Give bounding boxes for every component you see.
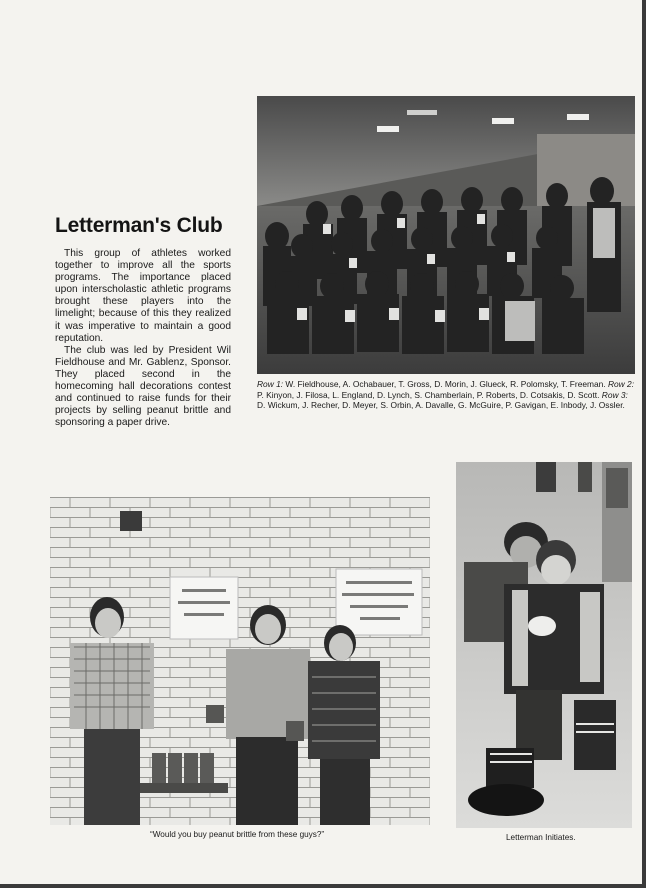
peanut-brittle-caption: “Would you buy peanut brittle from these guys?”	[150, 830, 325, 839]
article-paragraph: This group of athletes worked together to improve all the sports programs. The importance placed upon interscholastic athletic programs brought these players into the limelight; because of this they realized it was imperative to maintain a good reputation.	[55, 248, 231, 344]
article-body	[55, 248, 231, 429]
caption-row-names: W. Fieldhouse, A. Ochabauer, T. Gross, D. Morin, J. Glueck, R. Polomsky, T. Freeman.	[285, 379, 606, 389]
initiates-caption: Letterman Initiates.	[506, 833, 576, 842]
team-photo-caption	[257, 379, 635, 411]
caption-row-label: Row 2:	[607, 379, 635, 389]
article-paragraph: The club was led by President Wil Fieldhouse and Mr. Gablenz, Sponsor. They placed second in the homecoming hall decorations contest and continued to raise funds for their projects by selling peanut brittle and sponsoring a paper drive.	[55, 344, 231, 429]
peanut-brittle-photo	[50, 497, 430, 825]
caption-row-label: Row 1:	[257, 379, 284, 389]
caption-row-names: D. Wickum, J. Recher, D. Meyer, S. Orbin, A. Davalle, G. McGuire, P. Gavigan, E. Inbody, J. Ossler.	[257, 400, 625, 411]
letterman-initiates-photo	[456, 462, 632, 828]
article-title: Letterman's Club	[55, 214, 223, 237]
caption-row-label: Row 3:	[601, 389, 628, 400]
caption-row-names: P. Kinyon, J. Filosa, L. England, D. Lynch, S. Chamberlain, P. Roberts, D. Cotsakis, D. Scott.	[257, 389, 600, 400]
team-group-photo	[257, 96, 635, 374]
